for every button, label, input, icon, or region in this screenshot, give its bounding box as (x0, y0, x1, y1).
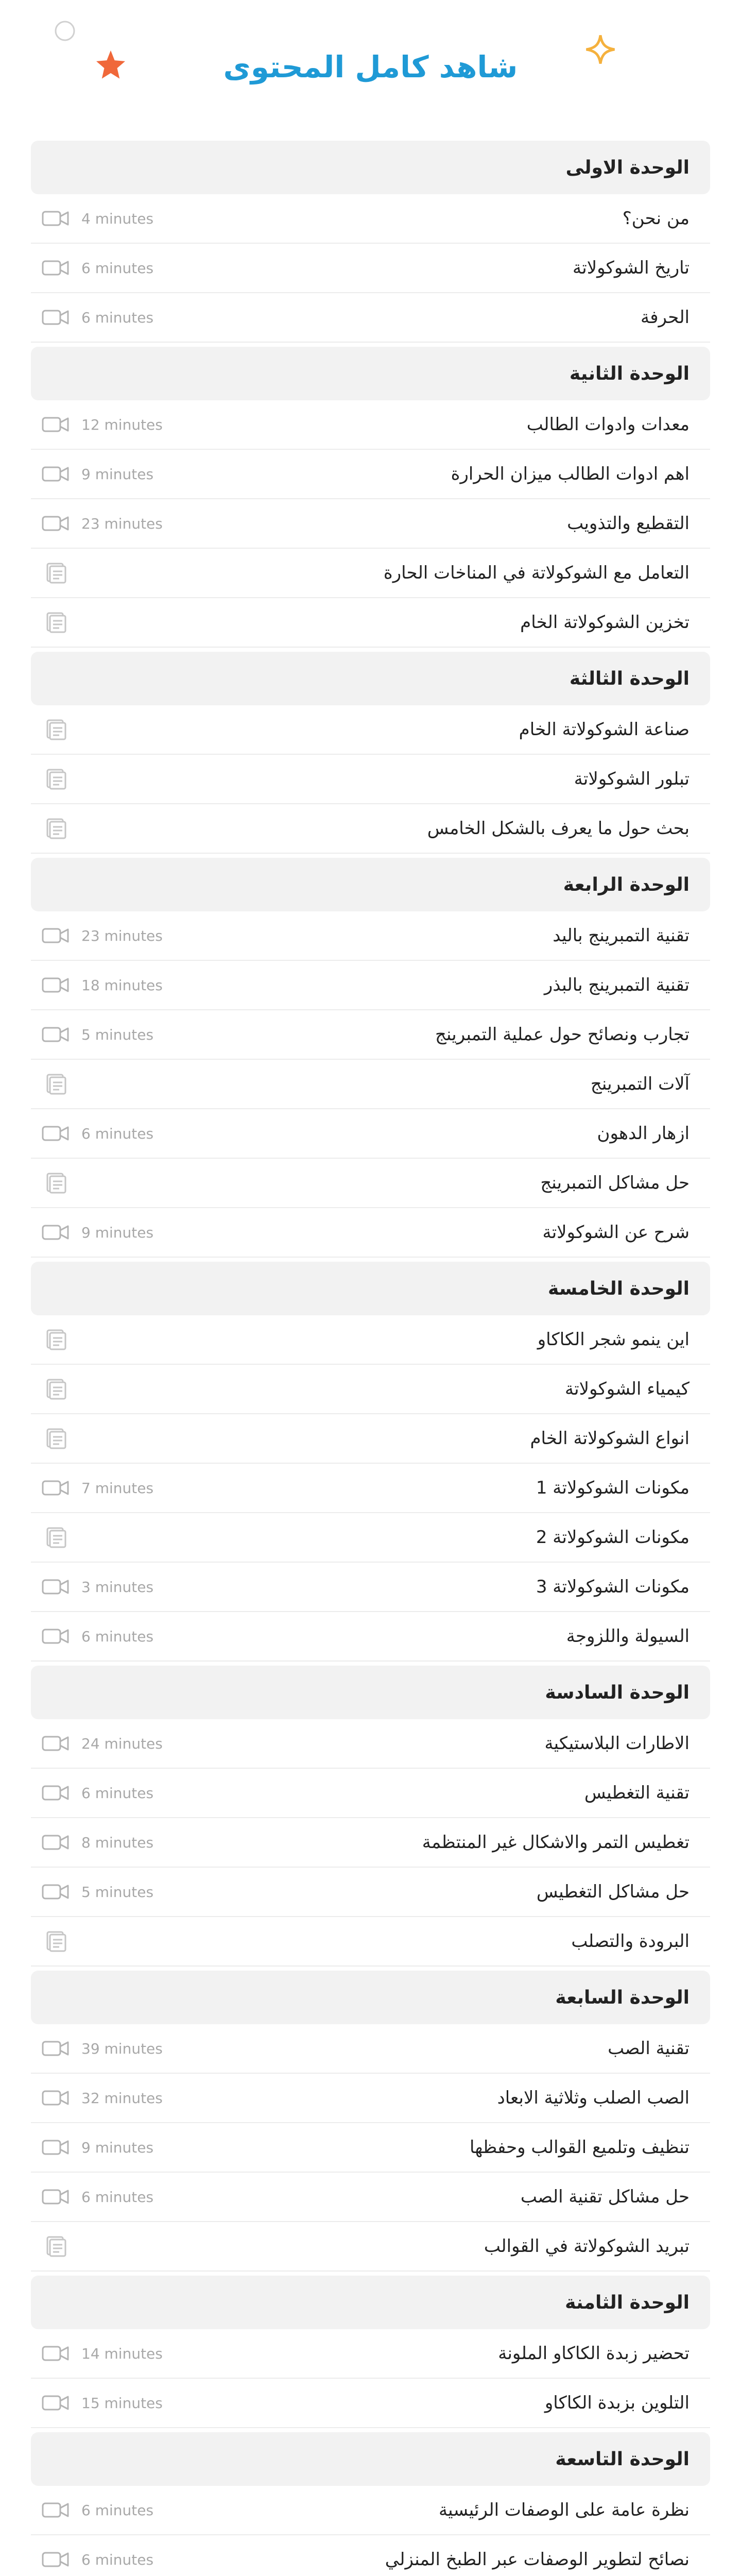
lesson-item[interactable] (31, 2123, 710, 2173)
lesson-meta (41, 1378, 81, 1400)
lesson-meta (41, 2185, 153, 2208)
unit-header[interactable]: الوحدة الثامنة (31, 2276, 710, 2329)
circle-outline-icon (54, 20, 76, 42)
lesson-item[interactable] (31, 2486, 710, 2535)
lesson-title: بحث حول ما يعرف بالشكل الخامس (427, 818, 690, 839)
lesson-duration: 5 minutes (81, 1026, 154, 1043)
lesson-meta (41, 2087, 163, 2109)
lesson-item[interactable] (31, 450, 710, 499)
unit-section (31, 2276, 710, 2428)
unit-section (31, 141, 710, 343)
lesson-item[interactable] (31, 2379, 710, 2428)
video-icon (41, 2548, 70, 2571)
lesson-duration: 6 minutes (81, 2551, 154, 2568)
document-icon (41, 1526, 70, 1549)
lesson-title: نصائح لتطوير الوصفات عبر الطبخ المنزلي (385, 2549, 690, 2570)
lesson-duration: 6 minutes (81, 309, 154, 326)
lesson-title: تجارب ونصائح حول عملية التمبرينج (435, 1024, 690, 1045)
lesson-meta (41, 1930, 81, 1953)
video-icon (41, 1575, 70, 1598)
lesson-duration: 23 minutes (81, 927, 163, 944)
lesson-duration: 15 minutes (81, 2394, 163, 2412)
lesson-duration: 6 minutes (81, 2501, 154, 2519)
lesson-item[interactable] (31, 2024, 710, 2074)
lesson-item[interactable] (31, 499, 710, 549)
lesson-item[interactable] (31, 1612, 710, 1662)
lesson-meta (41, 718, 81, 741)
video-icon (41, 1023, 70, 1046)
lesson-item[interactable] (31, 1315, 710, 1365)
document-icon (41, 768, 70, 790)
lesson-title: التلوين بزبدة الكاكاو (544, 2393, 690, 2413)
video-icon (41, 512, 70, 535)
lesson-item[interactable] (31, 1513, 710, 1563)
lesson-meta (41, 1526, 81, 1549)
unit-section (31, 347, 710, 648)
unit-header[interactable]: الوحدة الثانية (31, 347, 710, 400)
lesson-title: تاريخ الشوكولاتة (573, 258, 690, 278)
lesson-duration: 9 minutes (81, 465, 154, 483)
lesson-item[interactable] (31, 1818, 710, 1868)
lesson-item[interactable] (31, 2074, 710, 2123)
page-title: شاهد كامل المحتوى (223, 49, 518, 84)
video-icon (41, 1625, 70, 1648)
video-icon (41, 2037, 70, 2060)
document-icon (41, 718, 70, 741)
lesson-item[interactable] (31, 1719, 710, 1769)
lesson-meta (41, 1575, 153, 1598)
lesson-duration: 6 minutes (81, 1784, 154, 1802)
lesson-meta (41, 974, 163, 996)
lesson-title: نظرة عامة على الوصفات الرئيسية (438, 2500, 690, 2520)
video-icon (41, 463, 70, 485)
lesson-item[interactable] (31, 1868, 710, 1917)
lesson-meta (41, 1221, 153, 1244)
unit-section (31, 1666, 710, 1967)
video-icon (41, 2185, 70, 2208)
lesson-item[interactable] (31, 400, 710, 450)
lesson-meta (41, 2235, 81, 2258)
lesson-item[interactable] (31, 549, 710, 598)
lesson-item[interactable] (31, 1769, 710, 1818)
lesson-meta (41, 1122, 153, 1145)
lesson-duration: 14 minutes (81, 2345, 163, 2362)
unit-header[interactable]: الوحدة السادسة (31, 1666, 710, 1719)
lesson-item[interactable] (31, 2222, 710, 2272)
lesson-item[interactable] (31, 755, 710, 804)
video-icon (41, 1122, 70, 1145)
lesson-title: التعامل مع الشوكولاتة في المناخات الحارة (383, 563, 690, 583)
lesson-duration: 23 minutes (81, 515, 163, 532)
lesson-meta (41, 2037, 163, 2060)
lesson-duration: 18 minutes (81, 976, 163, 994)
document-icon (41, 1378, 70, 1400)
lesson-meta (41, 1732, 163, 1755)
lesson-meta (41, 768, 81, 790)
lesson-title: شرح عن الشوكولاتة (542, 1222, 690, 1243)
lesson-item[interactable] (31, 804, 710, 854)
lesson-item[interactable] (31, 293, 710, 343)
lesson-item[interactable] (31, 1109, 710, 1159)
lesson-duration: 4 minutes (81, 210, 154, 227)
lesson-duration: 32 minutes (81, 2089, 163, 2107)
lesson-meta (41, 1023, 153, 1046)
video-icon (41, 1880, 70, 1903)
lesson-item[interactable] (31, 1464, 710, 1513)
lesson-duration: 24 minutes (81, 1735, 163, 1752)
lesson-duration: 5 minutes (81, 1883, 154, 1901)
lesson-meta (41, 306, 153, 329)
document-icon (41, 611, 70, 634)
document-icon (41, 1073, 70, 1095)
lesson-meta (41, 1073, 81, 1095)
unit-section (31, 2432, 710, 2576)
lesson-title: تخزين الشوكولاتة الخام (520, 612, 690, 633)
video-icon (41, 257, 70, 279)
lesson-meta (41, 1782, 153, 1804)
video-icon (41, 207, 70, 230)
lesson-title: اين ينمو شجر الكاكاو (537, 1329, 690, 1350)
lesson-meta (41, 2342, 163, 2365)
lesson-title: معدات وادوات الطالب (526, 414, 690, 435)
unit-header[interactable]: الوحدة الخامسة (31, 1262, 710, 1315)
lesson-meta (41, 512, 163, 535)
lesson-title: من نحن؟ (622, 208, 690, 229)
lesson-item[interactable] (31, 1060, 710, 1109)
unit-section (31, 858, 710, 1258)
lesson-title: التقطيع والتذويب (567, 513, 690, 534)
unit-header[interactable]: الوحدة الثالثة (31, 652, 710, 705)
lesson-duration: 6 minutes (81, 1628, 154, 1645)
lesson-item[interactable] (31, 705, 710, 755)
lesson-title: تقنية التمبرينج بالبذر (544, 975, 690, 995)
lesson-title: اهم ادوات الطالب ميزان الحرارة (451, 464, 690, 484)
lesson-item[interactable] (31, 1208, 710, 1258)
lesson-meta (41, 1427, 81, 1450)
video-icon (41, 413, 70, 436)
lesson-item[interactable] (31, 598, 710, 648)
lesson-title: مكونات الشوكولاتة 1 (536, 1478, 690, 1498)
lesson-title: البرودة والتصلب (571, 1931, 690, 1952)
lesson-meta (41, 1880, 153, 1903)
document-icon (41, 562, 70, 584)
lesson-title: كيمياء الشوكولاتة (564, 1379, 690, 1399)
lesson-title: تنظيف وتلميع القوالب وحفظها (470, 2137, 690, 2158)
lesson-meta (41, 1625, 153, 1648)
lesson-meta (41, 413, 163, 436)
lesson-title: الحرفة (641, 307, 690, 328)
course-curriculum (31, 137, 710, 2576)
lesson-meta (41, 2548, 153, 2571)
lesson-title: ازهار الدهون (597, 1123, 690, 1144)
video-icon (41, 2087, 70, 2109)
document-icon (41, 817, 70, 840)
video-icon (41, 2342, 70, 2365)
lesson-meta (41, 257, 153, 279)
lesson-title: صناعة الشوكولاتة الخام (519, 719, 690, 740)
lesson-meta (41, 207, 153, 230)
lesson-duration: 3 minutes (81, 1578, 154, 1596)
lesson-meta (41, 1172, 81, 1194)
lesson-item[interactable] (31, 1159, 710, 1208)
lesson-meta (41, 1477, 153, 1499)
lesson-title: مكونات الشوكولاتة 3 (536, 1577, 690, 1597)
lesson-item[interactable] (31, 2173, 710, 2222)
video-icon (41, 1782, 70, 1804)
lesson-title: تبريد الشوكولاتة في القوالب (484, 2236, 690, 2257)
lesson-title: السيولة واللزوجة (566, 1626, 690, 1647)
lesson-item[interactable] (31, 911, 710, 961)
lesson-item[interactable] (31, 244, 710, 293)
lesson-duration: 12 minutes (81, 416, 163, 433)
unit-header[interactable]: الوحدة الاولى (31, 141, 710, 194)
video-icon (41, 924, 70, 947)
unit-section (31, 1262, 710, 1662)
video-icon (41, 1732, 70, 1755)
lesson-item[interactable] (31, 1414, 710, 1464)
lesson-title: تقنية الصب (608, 2038, 690, 2059)
lesson-duration: 6 minutes (81, 1125, 154, 1142)
lesson-item[interactable] (31, 2535, 710, 2576)
lesson-title: تبلور الشوكولاتة (574, 769, 690, 789)
video-icon (41, 974, 70, 996)
lesson-meta (41, 463, 153, 485)
unit-section (31, 1971, 710, 2272)
video-icon (41, 1477, 70, 1499)
lesson-title: آلات التمبرينج (590, 1074, 690, 1094)
lesson-item[interactable] (31, 1010, 710, 1060)
lesson-duration: 6 minutes (81, 259, 154, 277)
lesson-item[interactable] (31, 1563, 710, 1612)
lesson-duration: 39 minutes (81, 2040, 163, 2057)
unit-section (31, 652, 710, 854)
video-icon (41, 1221, 70, 1244)
lesson-title: تغطيس التمر والاشكال غير المنتظمة (422, 1832, 690, 1853)
lesson-meta (41, 817, 81, 840)
lesson-item[interactable] (31, 961, 710, 1010)
document-icon (41, 2235, 70, 2258)
lesson-meta (41, 924, 163, 947)
lesson-meta (41, 1831, 153, 1854)
lesson-duration: 8 minutes (81, 1834, 154, 1851)
lesson-title: تقنية التمبرينج باليد (553, 925, 690, 946)
lesson-title: مكونات الشوكولاتة 2 (536, 1527, 690, 1548)
document-icon (41, 1427, 70, 1450)
lesson-duration: 7 minutes (81, 1479, 154, 1497)
unit-header[interactable]: الوحدة التاسعة (31, 2432, 710, 2486)
lesson-meta (41, 562, 81, 584)
lesson-duration: 9 minutes (81, 2139, 154, 2156)
lesson-item[interactable] (31, 1365, 710, 1414)
lesson-meta (41, 2392, 163, 2414)
lesson-title: الاطارات البلاستيكية (544, 1733, 690, 1754)
lesson-title: الصب الصلب وثلاثية الابعاد (497, 2088, 690, 2108)
lesson-duration: 6 minutes (81, 2188, 154, 2206)
video-icon (41, 2136, 70, 2159)
video-icon (41, 2392, 70, 2414)
video-icon (41, 2499, 70, 2521)
lesson-title: حل مشاكل تقنية الصب (520, 2187, 690, 2207)
lesson-title: تقنية التغطيس (584, 1783, 690, 1803)
document-icon (41, 1328, 70, 1351)
lesson-item[interactable] (31, 194, 710, 244)
video-icon (41, 1831, 70, 1854)
lesson-meta (41, 2499, 153, 2521)
video-icon (41, 306, 70, 329)
lesson-title: انواع الشوكولاتة الخام (530, 1428, 690, 1449)
lesson-meta (41, 2136, 153, 2159)
lesson-duration: 9 minutes (81, 1224, 154, 1241)
lesson-item[interactable] (31, 1917, 710, 1967)
document-icon (41, 1930, 70, 1953)
unit-header[interactable]: الوحدة الرابعة (31, 858, 710, 911)
lesson-title: تحضير زبدة الكاكاو الملونة (498, 2343, 690, 2364)
lesson-meta (41, 611, 81, 634)
lesson-title: حل مشاكل التغطيس (536, 1882, 690, 1902)
lesson-title: حل مشاكل التمبرينج (540, 1173, 690, 1193)
document-icon (41, 1172, 70, 1194)
lesson-item[interactable] (31, 2329, 710, 2379)
unit-header[interactable]: الوحدة السابعة (31, 1971, 710, 2024)
lesson-meta (41, 1328, 81, 1351)
